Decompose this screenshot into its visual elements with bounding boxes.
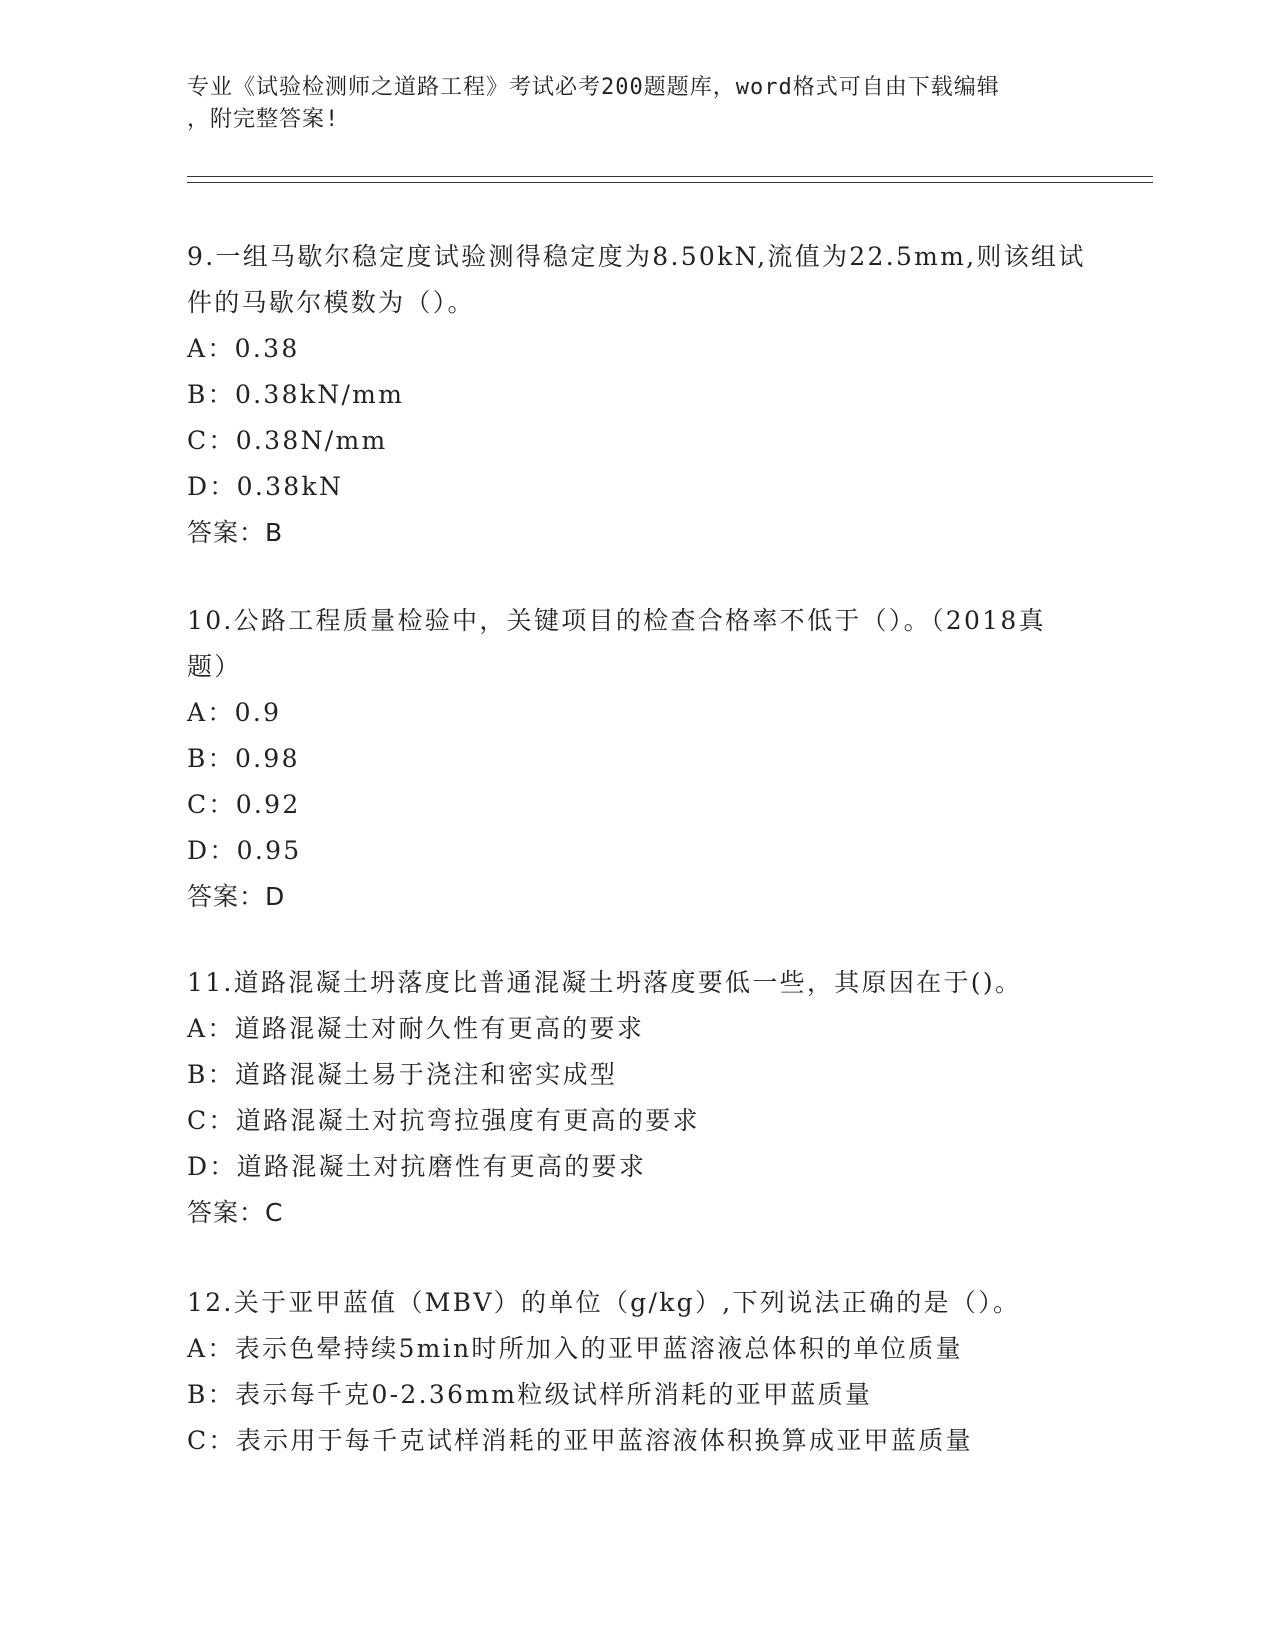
option-a: A：表示色晕持续5min时所加入的亚甲蓝溶液总体积的单位质量 xyxy=(187,1334,963,1363)
option-b: B：表示每千克0-2.36mm粒级试样所消耗的亚甲蓝质量 xyxy=(187,1380,873,1409)
question-12 xyxy=(187,1280,1087,1464)
option-b: B：道路混凝土易于浇注和密实成型 xyxy=(187,1060,618,1089)
answer: 答案：C xyxy=(187,1198,284,1227)
answer: 答案：D xyxy=(187,882,286,911)
option-a: A：0.38 xyxy=(187,334,300,363)
option-c: C：0.38N/mm xyxy=(187,426,388,455)
question-text: 12.关于亚甲蓝值（MBV）的单位（g/kg）,下列说法正确的是（）。 xyxy=(187,1288,1021,1317)
option-c: C：0.92 xyxy=(187,790,301,819)
question-11 xyxy=(187,960,1087,1236)
answer: 答案：B xyxy=(187,518,284,547)
header-divider-bottom xyxy=(187,182,1153,183)
option-d: D：0.95 xyxy=(187,836,302,865)
option-c: C：道路混凝土对抗弯拉强度有更高的要求 xyxy=(187,1106,700,1135)
option-b: B：0.98 xyxy=(187,744,300,773)
question-text: 9.一组马歇尔稳定度试验测得稳定度为8.50kN,流值为22.5mm,则该组试件的马歇尔模数为（）。 xyxy=(187,242,1086,317)
option-d: D：道路混凝土对抗磨性有更高的要求 xyxy=(187,1152,647,1181)
header-line-2: ，附完整答案! xyxy=(187,107,340,132)
option-c: C：表示用于每千克试样消耗的亚甲蓝溶液体积换算成亚甲蓝质量 xyxy=(187,1426,973,1455)
header-divider-top xyxy=(187,176,1153,177)
question-9 xyxy=(187,234,1087,556)
option-d: D：0.38kN xyxy=(187,472,344,501)
question-10 xyxy=(187,598,1087,920)
question-text: 10.公路工程质量检验中，关键项目的检查合格率不低于（）。（2018真题） xyxy=(187,606,1046,681)
option-a: A：0.9 xyxy=(187,698,282,727)
document-header xyxy=(187,72,1087,136)
option-a: A：道路混凝土对耐久性有更高的要求 xyxy=(187,1014,645,1043)
question-text: 11.道路混凝土坍落度比普通混凝土坍落度要低一些，其原因在于()。 xyxy=(187,968,1023,997)
header-line-1: 专业《试验检测师之道路工程》考试必考200题题库，word格式可自由下载编辑 xyxy=(187,75,1000,100)
option-b: B：0.38kN/mm xyxy=(187,380,405,409)
